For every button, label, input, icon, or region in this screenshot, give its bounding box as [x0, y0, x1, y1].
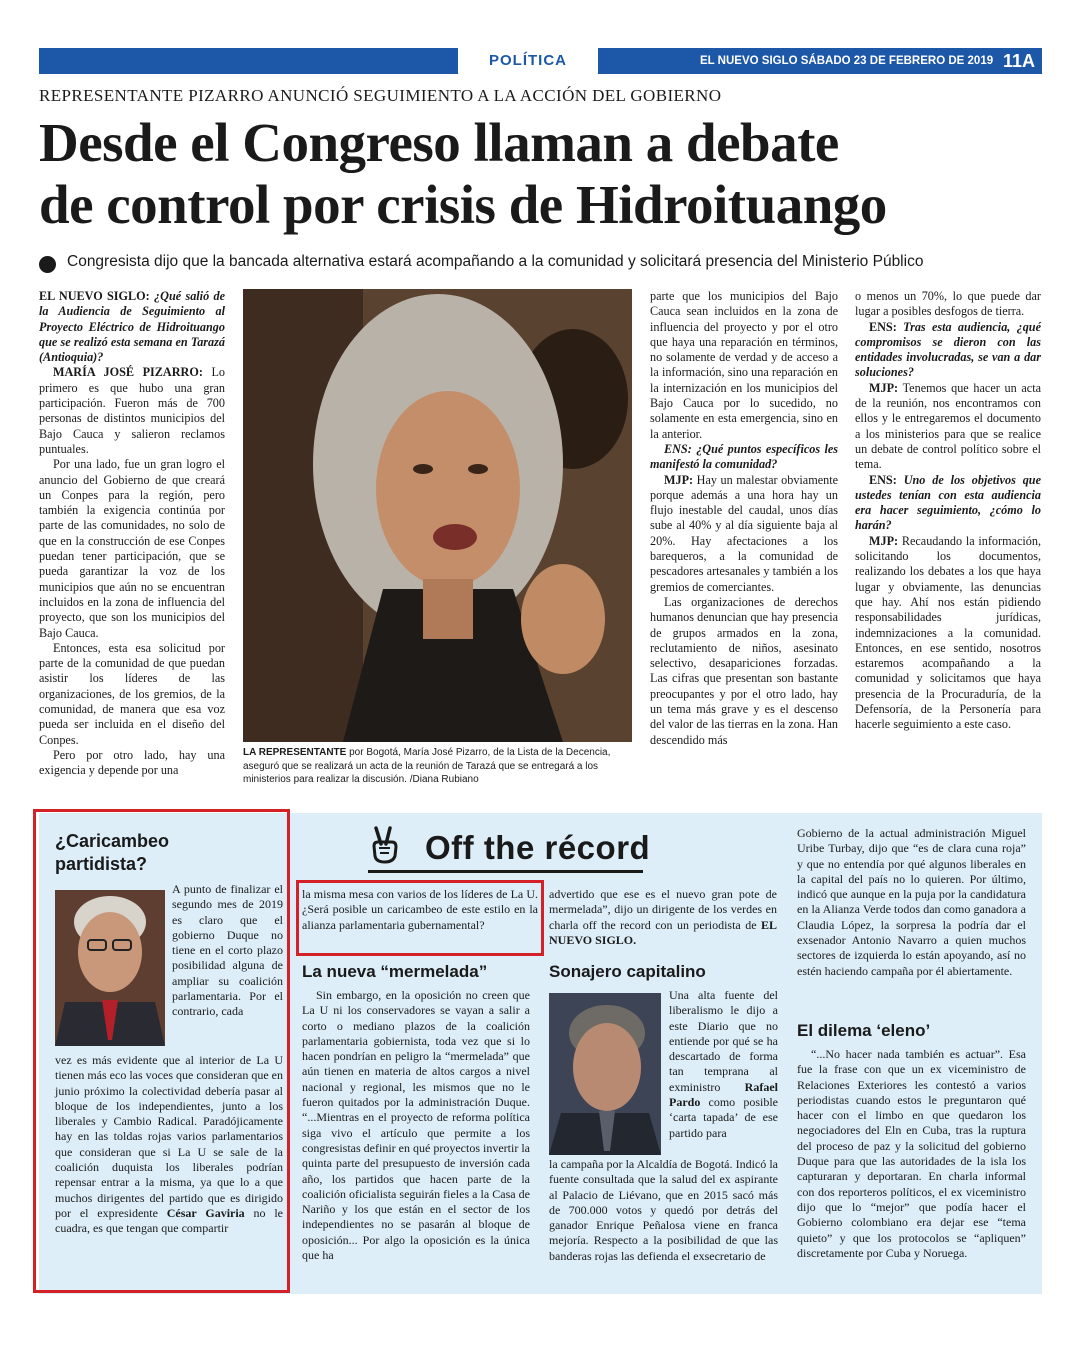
eleno-body: “...No hacer nada también es actuar”. Esa fue la frase con que un ex viceministro de Relaciones Exteriores les contestó a varios periodistas cuando estos le preguntaron qué hacer con el limbo en que quedaron los negociadores del Eln en Cuba, tras la ruptura del proceso de paz y la solicitud del gobierno Duque para que las autoridades de la isla los capturaran y deportaran. En charla informal con dos reporteros políticos, el ex viceministro dijo que lo “mejor” que podía hacer el Gobierno colombiano era dejar ese “tema quieto” y que los protocolos se “apliquen” discretamente por Cuba y Noruega. [797, 1047, 1026, 1260]
section-label: POLÍTICA [458, 48, 598, 74]
victory-hand-icon [368, 826, 400, 864]
question-label: ENS: [869, 472, 897, 487]
portrait-illustration [243, 289, 632, 742]
paragraph: o menos un 70%, lo que puede dar lugar a posibles desfogos de tierra. [855, 289, 1041, 319]
kicker: REPRESENTANTE PIZARRO ANUNCIÓ SEGUIMIENTO A LA ACCIÓN DEL GOBIERNO [39, 86, 722, 105]
paragraph: Las organizaciones de derechos humanos denuncian que hay presencia de grupos armados en la zona, reclutamiento de niños, asesinato selectivo, desapariciones forzadas. Las cifras que presentan son bastante preocupantes y por el otro lado, hay un tema más grave y es el descenso del valor de las tierras en la zona. Han descendido más [650, 594, 838, 747]
mermelada-continuation [549, 887, 777, 948]
caricambeo-title [55, 830, 169, 876]
answer-4: Recaudando la información, solicitando los documentos, realizando los debates a los que haya lugar y obviamente, las denuncias que hay. Ahí nos están pidiendo responsabilidades jurídicas, indemnizaciones a la comunidad. Entonces, en ese sentido, nosotros estaremos acompañando a la comunidad y solicitamos que haya presencia de la Procuraduría, de la Defensoría, de la Personería para hacerle seguimiento a este caso. [855, 533, 1041, 732]
sonajero-wrap-start: Una alta fuente del liberalismo le dijo a este Diario que no entiende por qué se ha descartado de forma tan temprana al exministro [669, 988, 778, 1094]
paragraph: Pero por otro lado, hay una exigencia y depende por una [39, 747, 225, 778]
answer-2: Hay un malestar obviamente porque además a una hora hay un flujo inestable del caudal, unos días sube al 40% y al día siguiente baja al 20%. Hay afectaciones a los barequeros, a la comunidad de pescadores artesanales y también a los gremios de comerciantes. [650, 472, 838, 594]
paragraph: Por una lado, fue un gran logro el anuncio del Gobierno de que creará un Conpes para la región, pero también la exigencia continúa por parte de las comunidades, no solo de que en la construcción de ese Conpes puedan tener participación, que se pueda garantizar la voz de los municipios que aún no se encuentran incluidos en la zona de influencia del proyecto, que son los municipios del Bajo Cauca. [39, 457, 225, 640]
sonajero-wrap-text [669, 988, 778, 1141]
article-column-3 [650, 289, 838, 748]
answer-3: Tenemos que hacer un acta de la reunión, nos encontramos con ellos y le entregaremos el documento a los ministerios para que se realice un debate de control político sobre el tema. [855, 380, 1041, 472]
headline [39, 112, 887, 236]
caricambeo-title-line-1: ¿Caricambeo [55, 831, 170, 851]
answer-label: MJP: [869, 380, 899, 395]
caricambeo-body-text: vez es más evidente que al interior de La U tienen más eco las voces que consideran que en junio próximo la colectividad debería pasar al bloque de los independientes, junto a los liberales y Cambio Radical. Paradójicamente hay en las toldas rojas varios parlamentarios que consideran que si La U se sale de la coalición duquista los liberales podrían repensar entrar a la misma, ya que lo a que muchos dirigentes del partido que es dirigido por el expresidente [55, 1053, 283, 1220]
caricambeo-wrap-text: A punto de finalizar el segundo mes de 2019 es claro que el gobierno Duque no tiene en el corto plazo posibilidad alguna de ampliar su coalición parlamentaria. Por el contrario, cada [172, 882, 283, 1019]
portrait-illustration [55, 890, 165, 1046]
headline-line-2: de control por crisis de Hidroituango [39, 174, 887, 235]
sonajero-title: Sonajero capitalino [549, 962, 706, 981]
person-name: César Gaviria [166, 1205, 245, 1220]
answer-1: Lo primero es que hubo una gran participación. Fueron más de 700 personas de distintos municipios del Bajo Cauca y salieron reclamos puntuales. [39, 365, 225, 456]
bullet-icon [39, 256, 56, 273]
question-4: Uno de los objetivos que ustedes tenían con esta audiencia era hacer seguimiento, ¿cómo lo harán? [855, 472, 1041, 533]
cesar-gaviria-photo [55, 890, 165, 1046]
question-2: ¿Qué puntos específicos les manifestó la comunidad? [650, 441, 839, 472]
mermelada-quote-end: advertido que ese es el nuevo gran pote de mermelada”, dijo un dirigente de los verdes en charla off the record con un periodista de [549, 887, 777, 932]
sonajero-wrap-end: como posible ‘carta tapada’ de ese partido para [669, 1095, 779, 1140]
caption-lead: LA REPRESENTANTE [243, 747, 347, 758]
article-column-1 [39, 289, 225, 779]
interviewee-label: MARÍA JOSÉ PIZARRO: [53, 365, 203, 380]
portrait-illustration [549, 993, 661, 1155]
title-underline [368, 870, 643, 873]
mermelada-title: La nueva “mermelada” [302, 962, 488, 981]
newspaper-name: EL NUEVO SIGLO. [549, 917, 777, 947]
page-number: 11A [1003, 51, 1036, 71]
dek: Congresista dijo que la bancada alternativa estará acompañando a la comunidad y solicitará presencia del Ministerio Público [67, 253, 924, 270]
photo-caption [243, 746, 632, 787]
eleno-title: El dilema ‘eleno’ [797, 1021, 931, 1040]
rafael-pardo-photo [549, 993, 661, 1155]
paragraph: Entonces, esta esa solicitud por parte de la comunidad de que puedan asistir los líderes de las organizaciones, de los gremios, de la comunidad, de manera que esa voz pueda ser incluida en el diseño del Conpes. [39, 640, 225, 747]
caricambeo-body-end: no le cuadra, es que tengan que compartir [55, 1205, 283, 1236]
question-label: ENS: [869, 319, 897, 334]
caricambeo-title-line-2: partidista? [55, 854, 148, 874]
caricambeo-body [55, 1053, 283, 1237]
paragraph: parte que los municipios del Bajo Cauca sean incluidos en la zona de influencia del proyecto y por el otro que haya una reparación en términos, no solamente de verdad y de acceso a la información, sino una reparación en la internización en los municipios del Bajo Cauca por lo sucedido, no solamente en esta emergencia, sino en la anterior. [650, 289, 838, 441]
question-label: ENS: [664, 441, 692, 456]
article-column-4 [855, 289, 1041, 733]
dateline: EL NUEVO SIGLO SÁBADO 23 DE FEBRERO DE 2019 [700, 55, 994, 67]
article-photo [243, 289, 632, 742]
sonajero-body: la campaña por la Alcaldía de Bogotá. Indicó la fuente consultada que la salud del ex aspirante al Palacio de Liévano, que en 2015 sacó más de 700.000 votos y quedó por detrás del ganador Enrique Peñalosa viene en franca mejoría. Respecto a la posibilidad de que las banderas rojas las defienda el exsecretario de [549, 1157, 778, 1263]
caption-text: por Bogotá, María José Pizarro, de la Lista de la Decencia, aseguró que se realizará un acta de la reunión de Tarazá que se entregará a los ministerios para realizar la discusión. /Diana Rubiano [243, 747, 611, 785]
caricambeo-continuation: la misma mesa con varios de los líderes de La U. ¿Será posible un caricambeo de este estilo en la alianza parlamentaria gubernamental? [302, 887, 538, 932]
off-the-record-title: Off the récord [425, 829, 651, 866]
question-3: Tras esta audiencia, ¿qué compromisos se dieron con las entidades involucradas, se van a dar soluciones? [855, 319, 1041, 380]
question-1: ¿Qué salió de la Audiencia de Seguimiento al Proyecto Eléctrico de Hidroituango que se realizó esta semana en Tarazá (Antioquia)? [39, 289, 226, 365]
mermelada-body: Sin embargo, en la oposición no creen que La U ni los conservadores se vayan a salir a corto o mediano plazos de la coalición parlamentaria gobiernista, toda vez que si lo hacen pondrían en peligro la “mermelada” que aún tienen en materia de altos cargos a nivel nacional y regional, les mismos que no le fueron quitados por la administración Duque. “...Mientras en el proyecto de reforma política siga vivo el artículo que permite a los congresistas definir en qué proyectos invertir la quinta parte del presupuesto de inversión cada año, los partidos que hacen parte de la coalición oficialista seguirán fieles a la Casa de Nariño y los que están en el sector de los independientes no se pasarán al bloque de oposición... Por algo la oposición es la única que ha [302, 988, 530, 1263]
person-name: Rafael Pardo [669, 1079, 778, 1110]
interviewer-label: EL NUEVO SIGLO: [39, 289, 150, 303]
headline-line-1: Desde el Congreso llaman a debate [39, 112, 839, 173]
answer-label: MJP: [664, 472, 694, 487]
answer-label: MJP: [869, 533, 899, 548]
sonajero-continuation: Gobierno de la actual administración Miguel Uribe Turbay, dijo que “es de clara cuna roja” y que no entendía por qué algunos liberales en la capital del país no lo quieren. Por último, indicó que aunque en la puja por la candidatura en la Alianza Verde todos dan como ganadora a Claudia López, la sorpresa la podría dar el exsenador Antonio Navarro a quien muchos sectores de izquierda lo están apoyando, así no estén haciendo campaña por él abiertamente. [797, 826, 1026, 978]
